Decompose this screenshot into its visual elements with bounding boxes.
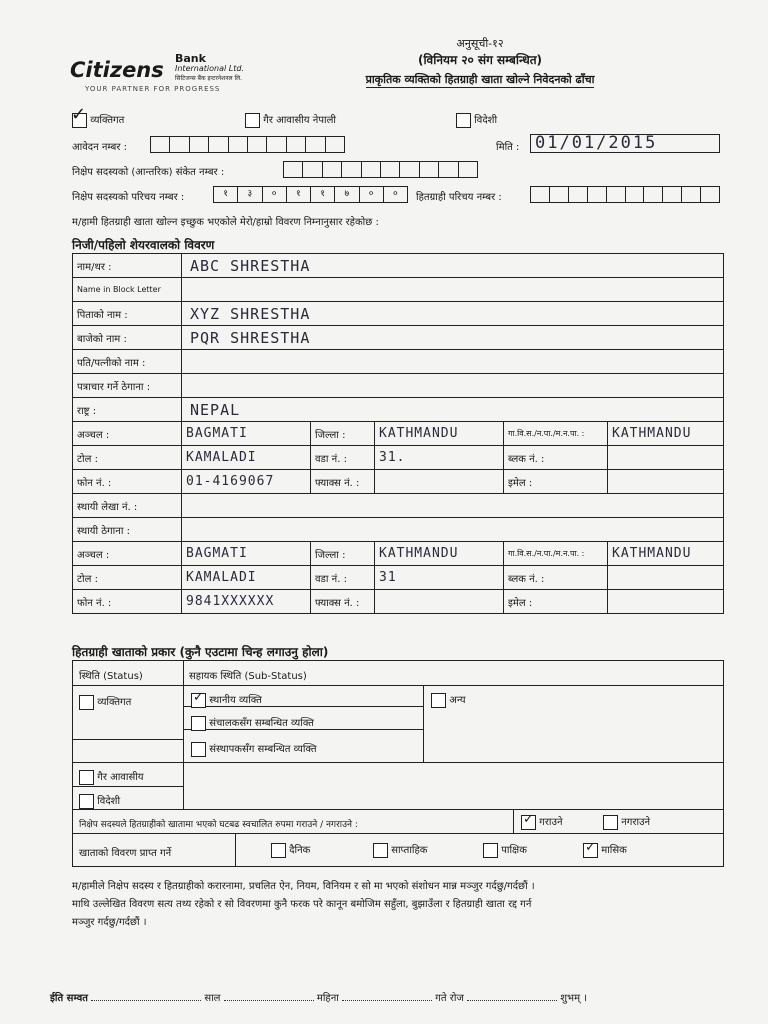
no-checkbox[interactable] bbox=[603, 815, 618, 830]
email-field[interactable] bbox=[608, 470, 724, 494]
agreement-text-2: माथि उल्लेखित विवरण सत्य तथ्य रहेको र सो विवरणमा कुनै फरक परे कानून बमोजिम सहुँला, बुझाउँला र हितग्राही खाता रद्द गर्न bbox=[72, 899, 532, 910]
ward-label: वडा नं. : bbox=[311, 446, 375, 470]
logo-bank: Bank bbox=[175, 52, 206, 65]
agreement-text-1: म/हामीले निक्षेप सदस्य र हितग्राहीको करारनामा, प्रचलित ऐन, नियम, विनियम र सो मा भएको संशोधन मान्न मञ्जुर गर्दछु/गर्दछौं । bbox=[72, 881, 535, 892]
pan-label: स्थायी लेखा नं. : bbox=[73, 494, 182, 518]
logo bbox=[70, 52, 260, 97]
monthly-checkbox[interactable]: ✓ bbox=[583, 843, 598, 858]
p-tole-field[interactable]: KAMALADI bbox=[182, 566, 311, 590]
fortnightly-checkbox[interactable] bbox=[483, 843, 498, 858]
agreement-text-3: मञ्जुर गर्दछु/गर्दछौं । bbox=[72, 917, 147, 928]
dp-code-input[interactable] bbox=[283, 161, 478, 178]
date-label: मिति : bbox=[496, 142, 520, 153]
name-label: नाम/थर : bbox=[73, 254, 182, 278]
fax-label: फ्याक्स नं. : bbox=[311, 470, 375, 494]
foreign-checkbox[interactable] bbox=[456, 113, 471, 128]
dp-code-label: निक्षेप सदस्यको (आन्तरिक) संकेत नम्बर : bbox=[72, 167, 225, 178]
tole-label: टोल : bbox=[73, 446, 182, 470]
option-non-resident[interactable]: गैर आवासीय नेपाली bbox=[245, 112, 336, 128]
p-vdc-field[interactable]: KATHMANDU bbox=[608, 542, 724, 566]
auspicious-label: शुभम् । bbox=[560, 993, 588, 1004]
bo-id-input[interactable] bbox=[530, 186, 720, 203]
block-letter-field[interactable] bbox=[182, 278, 724, 302]
p-fax-field[interactable] bbox=[375, 590, 504, 614]
year-field[interactable] bbox=[224, 990, 314, 1001]
nrn-checkbox[interactable] bbox=[79, 770, 94, 785]
zone-field[interactable]: BAGMATI bbox=[182, 422, 311, 446]
grandfather-label: बाजेको नाम : bbox=[73, 326, 182, 350]
dp-id-input[interactable]: १ ३ ० १ १ ७ ० ० bbox=[213, 186, 408, 203]
weekly-checkbox[interactable] bbox=[373, 843, 388, 858]
era-field[interactable] bbox=[91, 990, 201, 1001]
era-label: ईति सम्वत bbox=[50, 993, 88, 1004]
p-vdc-label: गा.वि.स./न.पा./म.न.पा. : bbox=[504, 542, 608, 566]
vdc-label: गा.वि.स./न.पा./म.न.पा. : bbox=[504, 422, 608, 446]
district-label: जिल्ला : bbox=[311, 422, 375, 446]
substatus-director[interactable]: संचालकसँग सम्बन्धित व्यक्ति bbox=[191, 715, 314, 731]
name-field[interactable]: ABC SHRESTHA bbox=[182, 254, 724, 278]
logo-brand: Citizens bbox=[70, 58, 164, 82]
statement-weekly[interactable]: साप्ताहिक bbox=[373, 842, 428, 858]
p-block-no-label: ब्लक नं. : bbox=[504, 566, 608, 590]
regulation-label: (विनियम २० संग सम्बन्धित) bbox=[417, 53, 543, 67]
declaration-text: म/हामी हितग्राही खाता खोल्न इच्छुक भएकोले मेरो/हाम्रो विवरण निम्नानुसार रहेकोछ : bbox=[72, 217, 379, 228]
p-district-field[interactable]: KATHMANDU bbox=[375, 542, 504, 566]
status-individual[interactable]: व्यक्तिगत bbox=[79, 694, 131, 710]
p-zone-field[interactable]: BAGMATI bbox=[182, 542, 311, 566]
logo-intl: International Ltd. bbox=[175, 64, 244, 73]
phone-field[interactable]: 01-4169067 bbox=[182, 470, 311, 494]
p-zone-label: अञ्चल : bbox=[73, 542, 182, 566]
individual-checkbox[interactable]: ✓ bbox=[72, 113, 87, 128]
permanent-address-field[interactable] bbox=[182, 518, 724, 542]
auto-credit-label: निक्षेप सदस्यले हितग्राहीको खातामा भएको घटबढ स्वचालित रुपमा गराउने / नगराउने : bbox=[79, 820, 358, 830]
status-nrn[interactable]: गैर आवासीय bbox=[79, 769, 144, 785]
option-individual[interactable]: ✓ व्यक्तिगत bbox=[71, 103, 125, 126]
director-checkbox[interactable] bbox=[191, 716, 206, 731]
p-block-no-field[interactable] bbox=[608, 566, 724, 590]
status-individual-checkbox[interactable] bbox=[79, 695, 94, 710]
bo-id-label: हितग्राही परिचय नम्बर : bbox=[416, 192, 502, 203]
month-field[interactable] bbox=[342, 990, 432, 1001]
tole-field[interactable]: KAMALADI bbox=[182, 446, 311, 470]
fax-field[interactable] bbox=[375, 470, 504, 494]
yes-checkbox[interactable]: ✓ bbox=[521, 815, 536, 830]
promoter-checkbox[interactable] bbox=[191, 742, 206, 757]
application-no-label: आवेदन नम्बर : bbox=[72, 142, 127, 153]
daily-checkbox[interactable] bbox=[271, 843, 286, 858]
p-district-label: जिल्ला : bbox=[311, 542, 375, 566]
zone-label: अञ्चल : bbox=[73, 422, 182, 446]
mailing-field[interactable] bbox=[182, 374, 724, 398]
year-label: साल bbox=[204, 993, 221, 1004]
father-field[interactable]: XYZ SHRESTHA bbox=[182, 302, 724, 326]
p-email-field[interactable] bbox=[608, 590, 724, 614]
substatus-header: सहायक स्थिति (Sub-Status) bbox=[189, 671, 307, 682]
phone-label: फोन नं. : bbox=[73, 470, 182, 494]
spouse-field[interactable] bbox=[182, 350, 724, 374]
option-foreign[interactable]: विदेशी bbox=[456, 112, 497, 128]
country-field[interactable]: NEPAL bbox=[182, 398, 724, 422]
auto-credit-no[interactable]: नगराउने bbox=[603, 814, 650, 830]
application-no-input[interactable] bbox=[150, 136, 345, 153]
logo-tagline: YOUR PARTNER FOR PROGRESS bbox=[85, 85, 221, 93]
form-title: प्राकृतिक व्यक्तिको हितग्राही खाता खोल्ने निवेदनको ढाँचा bbox=[365, 73, 595, 86]
auto-credit-yes[interactable]: ✓ गराउने bbox=[523, 811, 563, 828]
schedule-label: अनुसूची-१२ bbox=[456, 37, 504, 50]
p-phone-field[interactable]: 9841XXXXXX bbox=[182, 590, 311, 614]
p-email-label: इमेल : bbox=[504, 590, 608, 614]
status-foreign[interactable]: विदेशी bbox=[79, 793, 120, 809]
p-tole-label: टोल : bbox=[73, 566, 182, 590]
block-no-field[interactable] bbox=[608, 446, 724, 470]
email-label: इमेल : bbox=[504, 470, 608, 494]
non-resident-checkbox[interactable] bbox=[245, 113, 260, 128]
date-input[interactable] bbox=[530, 134, 720, 153]
account-type-box bbox=[72, 660, 724, 867]
block-no-label: ब्लक नं. : bbox=[504, 446, 608, 470]
statement-monthly[interactable]: ✓ मासिक bbox=[585, 839, 627, 856]
date-line bbox=[50, 990, 750, 1004]
country-label: राष्ट्र : bbox=[73, 398, 182, 422]
block-letter-label: Name in Block Letter bbox=[73, 278, 182, 302]
vdc-field[interactable]: KATHMANDU bbox=[608, 422, 724, 446]
p-ward-field[interactable]: 31 bbox=[375, 566, 504, 590]
personal-details-table bbox=[72, 253, 724, 614]
month-label: महिना bbox=[316, 993, 339, 1004]
spouse-label: पति/पत्नीको नाम : bbox=[73, 350, 182, 374]
dp-id-label: निक्षेप सदस्यको परिचय नम्बर : bbox=[72, 192, 185, 203]
mailing-label: पत्राचार गर्ने ठेगाना : bbox=[73, 374, 182, 398]
statement-daily[interactable]: दैनिक bbox=[271, 842, 310, 858]
section1-title: निजी/पहिलो शेयरवालको विवरण bbox=[72, 238, 215, 252]
logo-nepali: सिटिजन्स बैंक इन्टरनेशनल लि. bbox=[175, 75, 243, 82]
p-ward-label: वडा नं. : bbox=[311, 566, 375, 590]
pan-field[interactable] bbox=[182, 494, 724, 518]
resident-checkbox[interactable]: ✓ bbox=[191, 693, 206, 708]
section2-title: हितग्राही खाताको प्रकार (कुनै एउटामा चिन्ह लगाउनु होला) bbox=[72, 645, 329, 659]
grandfather-field[interactable]: PQR SHRESTHA bbox=[182, 326, 724, 350]
day-label: गते रोज bbox=[435, 993, 464, 1004]
district-field[interactable]: KATHMANDU bbox=[375, 422, 504, 446]
substatus-other[interactable]: अन्य bbox=[431, 692, 466, 708]
substatus-promoter[interactable]: संस्थापकसँग सम्बन्धित व्यक्ति bbox=[191, 741, 317, 757]
statement-label: खाताको विवरण प्राप्त गर्ने bbox=[79, 848, 172, 859]
date-value: 01/01/2015 bbox=[535, 133, 658, 153]
statement-fortnightly[interactable]: पाक्षिक bbox=[483, 842, 527, 858]
status-foreign-checkbox[interactable] bbox=[79, 794, 94, 809]
day-field[interactable] bbox=[467, 990, 557, 1001]
p-fax-label: फ्याक्स नं. : bbox=[311, 590, 375, 614]
other-checkbox[interactable] bbox=[431, 693, 446, 708]
father-label: पिताको नाम : bbox=[73, 302, 182, 326]
ward-field[interactable]: 31. bbox=[375, 446, 504, 470]
substatus-resident[interactable]: ✓ स्थानीय व्यक्ति bbox=[193, 689, 262, 706]
status-header: स्थिति (Status) bbox=[79, 671, 143, 682]
permanent-address-label: स्थायी ठेगाना : bbox=[73, 518, 182, 542]
p-phone-label: फोन नं. : bbox=[73, 590, 182, 614]
